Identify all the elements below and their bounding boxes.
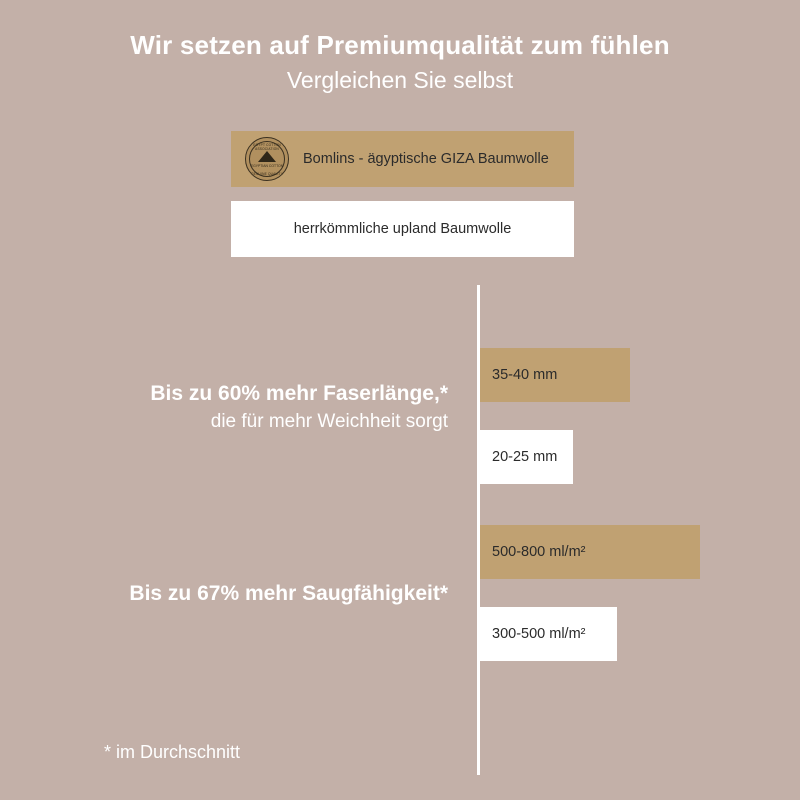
- bar-absorbency-standard: 300-500 ml/m²: [480, 607, 617, 661]
- metric-absorb-main: Bis zu 67% mehr Saugfähigkeit*: [129, 582, 448, 605]
- chart-legend: [231, 131, 574, 257]
- legend-item-standard: [231, 201, 574, 257]
- metric-label-fiber: [150, 380, 448, 436]
- seal-mid-text: EGYPTIAN COTTON: [250, 163, 284, 168]
- seal-bottom-text: GENUINE QUALITY: [250, 172, 284, 176]
- metric-label-absorbency: [129, 580, 448, 608]
- bar-fiber-premium: 35-40 mm: [480, 348, 630, 402]
- page-title: [0, 28, 800, 96]
- footnote: * im Durchschnitt: [104, 742, 241, 762]
- metric-fiber-sub: die für mehr Weichheit sorgt: [210, 411, 448, 432]
- headline-primary: Wir setzen auf Premiumqualität zum fühlen: [130, 30, 670, 60]
- legend-item-premium: [231, 131, 574, 187]
- headline-secondary: Vergleichen Sie selbst: [286, 67, 514, 93]
- seal-top-text: EGYPT COTTON ASSOCIATION: [253, 143, 281, 151]
- pyramid-icon: [258, 151, 276, 162]
- bar-absorbency-premium: 500-800 ml/m²: [480, 525, 700, 579]
- egyptian-cotton-seal-icon: [245, 137, 289, 181]
- metric-fiber-main: Bis zu 60% mehr Faserlänge,*: [150, 382, 448, 405]
- bar-fiber-standard: 20-25 mm: [480, 430, 573, 484]
- legend-label-standard: herrkömmliche upland Baumwolle: [293, 221, 512, 237]
- legend-label-premium: Bomlins - ägyptische GIZA Baumwolle: [303, 151, 549, 167]
